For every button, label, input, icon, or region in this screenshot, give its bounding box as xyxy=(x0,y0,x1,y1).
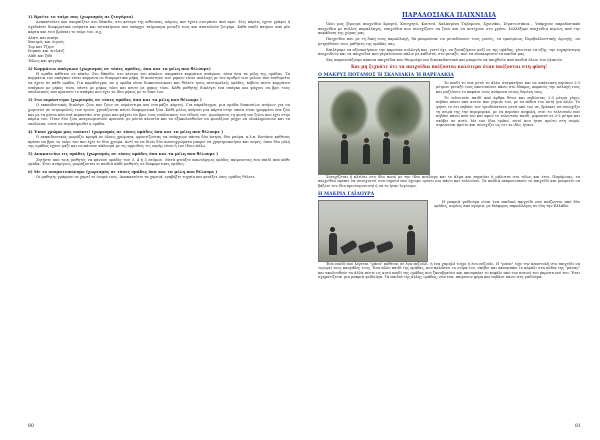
pair-item: Ρομπέν και Λιτλάτζ xyxy=(28,49,65,54)
game-long-river-title: Ο ΜΑΚΡΥΣ ΠΟΤΑΜΟΣ Ή ΣΚΑΝΙΑΚΙΑ Ή ΒΑΡΕΛΑΚΙΑ xyxy=(318,72,454,78)
game-2-text: Η ομάδα κάθεται σε κύκλο. Στο δάπεδο, στο κέντρο του κύκλου, σκορπάτε κομμάτια σπάγκου, τόσα όσα τα μέλη της ομάδας. Τα κομμάτια του σπάγκου είναι κομμένα σε διαφορετικά μήκη. Η ποσότητα των μηκών είναι ανάλογη με τον αριθμό των μελών που επιθυμείτε να έχετε σε κάθε ομάδα. Για παράδειγμα, αν η ομάδα είναι διακοσιοεικοσι και θέλετε τρεις πενταμελείς ομάδες, κόβετε πέντε κομμάτια σπάγκου με μήκος τόσο, πέντε με μήκος τόσο και πέντε με μήκος τόσο. Κάθε μαθητής διαλέγει ένα σπάγκο και ψάχνει να βρει τους υπόλοιπους που κρατούν το σπάγκο που έχει το ίδιο μήκος με το δικό του. xyxy=(28,71,290,95)
intro-paragraph: Σας παρουσιάζουμε κάποια παιχνίδια που θεωρούμε πιο διασκεδαστικά και μπορούν να παιχθούν από παιδιά όλων των ηλικιών. xyxy=(326,58,564,63)
game-1-heading: 1) Βρείτε το ταίρι σας (χωρισμός σε ζευγάρια) xyxy=(28,14,134,20)
game-long-donkey-text xyxy=(434,200,580,211)
left-page xyxy=(28,12,290,422)
game-long-donkey-block xyxy=(318,200,580,262)
game-3-heading: 3) Στο ουράνιτιμα (χωρισμός σε τόσες ομάδες όσα και τα μέλη που θέλουμε ) xyxy=(28,97,202,103)
pair-item: Ήλιος και φεγγάρι xyxy=(28,58,63,63)
intro-paragraph: Παιχνίδια που με τη δική τους παραλλαγή, θα μπορούσαν να μεταδώσουν τους γονείς, τα εμπειρίους Περιβαλλοντικής Αγωγής, να μετρηθούνε τους μαθητές της ομάδας σας. xyxy=(318,37,580,46)
game-6-heading: 6) Με το ονοματεπώνυμο (χωρισμός σε τόσες ομάδες όσα και τα μέλη που θέλουμε ) xyxy=(28,169,218,175)
game-6-text: Οι μαθητές γράφουν σε χαρτί το όνομά τους. Ανακατεύετε τα χαρτιά, τραβήξτε τυχαία και φτιάξτε όσες ομάδες θέλετε. xyxy=(36,175,256,180)
page-title: ΠΑΡΑΔΟΣΙΑΚΑ ΠΑΙΧΝΙΔΙΑ xyxy=(401,12,497,19)
pair-item: Λάδι και ξύδι xyxy=(28,53,53,58)
intro-paragraph: Επιλέγαμε να αξιοποιήσουν την παρούσα συλλογή και, γιατί όχι, να ξαναζήσετε μαζί σε της ομάδας, γίνονται τα εξής, την ευχαρίστηση παιχνιδιών και τα παιχνίδια που μεγαλώνουν πάλιν με καθιστά, στο μεταξύ, πού να επισκεφτούν τα παιδιά μας. xyxy=(318,47,580,57)
page-number-left: 80 xyxy=(28,424,34,429)
game-4-text: Ο εκπαιδευτικός μοιράζει κρυφά σε όλους χρώματα, φροντίζοντας να υπάρχουν πάντα δύο άστρα, δύο μαύρα, κ.λ.π. Κατόπιν καθένας πρέπει να βρει το ταίρι του που έχει το ίδιο χρώμα. Αντί τα να δίνει δύο ασυνοχρώματα μπορεί να χρησιμοποιήσει και οσμές, όπου δύο μέλη της ομάδας έχουν μαζί και να κάνουν κάλεσμα με τις αρμυδιές τις οσμής είναι ή του ίδιου άλλο. xyxy=(28,135,290,149)
game-3-text: Ο εκπαιδευτικός διαλέγει ζώα που ζουν σε ουράνιτιμα και ετοιμάζει κάρτες. Για παράδειγμα, μια ομάδα διακοσίων ατόμων για να χωριστεί σε τετραμελείς των τριών, χρειάζονται πέντε διαφορετικά ζώα. Κάθε μέλος παίρνει μια κάρτα στην οποία είναι γραμμένο ένα ζώο και με τα μάτια κλειστά περπατάει στο χώρο και ψάχνει να βρει τους υπόλοιπους του είδους του, μιμούμενος τη φωνή του ζώου που έχει στην κάρτα του. Όταν δύο ζώα αναγνωριστούν κρατούν με μάτια κλειστά και τα εξακολουθούνε να φωνάζουν μέχρι να ολοκληρώσουν και τα υπόλοιπα, ώστε να συμπληρωθεί η ομάδα. xyxy=(28,103,290,126)
pairs-list xyxy=(28,36,290,64)
children-playing-photo xyxy=(318,81,430,175)
pair-item: Αλάτι και πιπέρι xyxy=(28,35,59,40)
game-long-river-text xyxy=(436,81,580,130)
game-paragraph: Συνεχίζεται ή κλείνει στο ίδιο ποσό με την ίδια ανάλογα και το άλμα και πηγαίνει ή μάλιστα στο τέλος και έτσι. Παρόμοιας, τα παιχνίδια πρέπει να συνεχιστεί στα σημεία που έχουμε ορίσει πιο πάνω και τελειώνει. Τα παιδιά εκπροσωπούν το παιχνίδι και μπορείτε να βάζετε τον ίδιο πρωταγωνιστή ή να το ήταν λιγότερο. xyxy=(318,174,580,188)
game-5-text: Ζητήστε από τους μαθητές να κάνουν ομάδες των 3, 4 ή 5 ατόμων. Μετά φτιάξτε καινούργιες ομάδες παίρνοντας ένα παιδί από κάθε ομάδα. Έτσι αναμίγνυς μοιράζονται οι παιδιά κάθε μαθητές σε διαφορετικές ομάδες. xyxy=(28,157,290,167)
game-paragraph: Το παιδί το ένα μετά το άλλο σταματήσει και σε απόσταση περίπου 2-3 μέτρων μεταξύ τους αποτυπώνει πάνω στο έδαφος, καρπούς την αλλαγή τους και μαζεύουν το καφάσι τους ανάμεσα στους δεμένη τους. xyxy=(436,80,580,94)
game-5-heading: 5) Ανακατεύω τις ομάδες (χωρισμός σε τόσες ομάδες όσα και τα μέλη που θέλουμε ) xyxy=(28,151,219,157)
game-1-text: Ανακατεύετε και σκορπίζετε στο δάπεδο, στο κέντρο της αίθουσας, κάρτες που έχετε ετοιμάσει από πριν. Στις κάρτες έχετε γράψει ή σχεδιάσει διαφορετικά ονόματα και αντικείμενα που υπάρχει ταίριασμα μεταξύ τους και αποτελούν ζευγάρι. Κάθε παιδί παίρνει από μία κάρτα και έτσι βρίσκει το ταίρι του. π.χ. xyxy=(28,20,290,34)
game-long-donkey-title: Η ΜΑΚΡΙΑ ΓΑΪΔΟΥΡΑ xyxy=(318,191,375,197)
game-paragraph: Η μακριά γαϊδούρα είναι ένα παιδικό παιχνίδι που παίζονται από δύο ομάδες, κυρίως από αγόρια, με διάφορες παραλλαγές σε όλη την Ελλάδα. xyxy=(434,199,580,209)
pair-item: Χαντρός και Λιγνός xyxy=(28,40,65,45)
game-paragraph: Ένα παιδί που λέγεται "μάνα" κάθεται σε ένα πεζούλι, ή ένα χαμηλό τοίχο ή ένα πεζούλι. Η "μάνα" είχε την αποστολή στο παιχνίδι να τιμωρεί τους καυγάδες τους. Ένα άλλο παιδί της ομάδας, που καλύπτει το σώμα του, σκύβει και ακουμπάει το κεφάλι στα πόδια της "μάνας" και ακολουθούν τα άλλα πέντε ως αυτό παιδί της ομάδας που ξαναβγαίνει και ακουμπάει το κεφάλι από τον πισινό του μπροστινού του. Έτσι σχηματίζεται μια μακριά γαϊδούρα. Τα παιδιά της άλλης ομάδας, ένα-ένα, παίρνουν φόρα και πηδάνε πάνω στη γαϊδούρα. xyxy=(318,261,580,280)
game-2-heading: 2) Κομμάτια σπάγκων (χωρισμός σε τόσες ομάδες, όσα και τα μέλη που θέλουμε) xyxy=(28,65,211,71)
game-4-heading: 4) Έναν χρώμα μας ενώνει! (χωρισμός σε τόσες ομάδες όσα και τα μέλη που θέλουμε ) xyxy=(28,128,224,134)
page-number-right: 81 xyxy=(575,424,581,429)
game-paragraph: Το τελευταίο παιδί από άρθρα θέτει και πηδώντας 2-3 μέτρα γύρω, πηδάει πάνω από αυτόν που γέμισε τον, με τα πόδια του αυτή για άλλο. Το ψήνει το ότι πηδάει τον τρισδιάστατο μετά από τον σε, βρίσκει να συνεχίζει τη σειρά της την περιφερικό, με να περνάει ασφαλή, έτσι το τελευταίο που πηδάει πάνω από τον και αφού το τελευταίο παιδί, μπροστά σε 2-3 μέτρα και σκύβει σε αυτό. Με τον ίδιο τρόπο, αυτό που ήταν πρώτο στη σειρά, σηκώνεται πρώτο και συνεχίζει ως ότι το ιδίο, ήτανε. xyxy=(436,95,580,128)
donkey-game-photo xyxy=(318,200,428,262)
pair-item: Τομ και Τζέρυ xyxy=(28,44,54,49)
motto: Και μη ξεχνάτε ότι τα παιχνίδια παίζονται καλύτερα όταν παίζονται στη φύση! xyxy=(350,64,548,70)
intro-paragraph: Όλοι μας ξέρουμε παιχνίδια Κρυφτό, Κυνηγητό, Κουτσό, Χαλασμένο Τηλέφωνο, Σχοινάκι, Στρατιωτάκια… Υπάρχουν παραδοσιακά παιχνίδια με πολλές παραλλαγές, παιχνίδια που συνεχίζουν να ζουν και να αντέχουν στο χρόνο. Συλλέξαμε παιχνίδια κυρίως από την παράδοση της χώρας μας. xyxy=(318,22,580,36)
right-page xyxy=(318,12,580,422)
game-long-river-block xyxy=(318,81,580,175)
